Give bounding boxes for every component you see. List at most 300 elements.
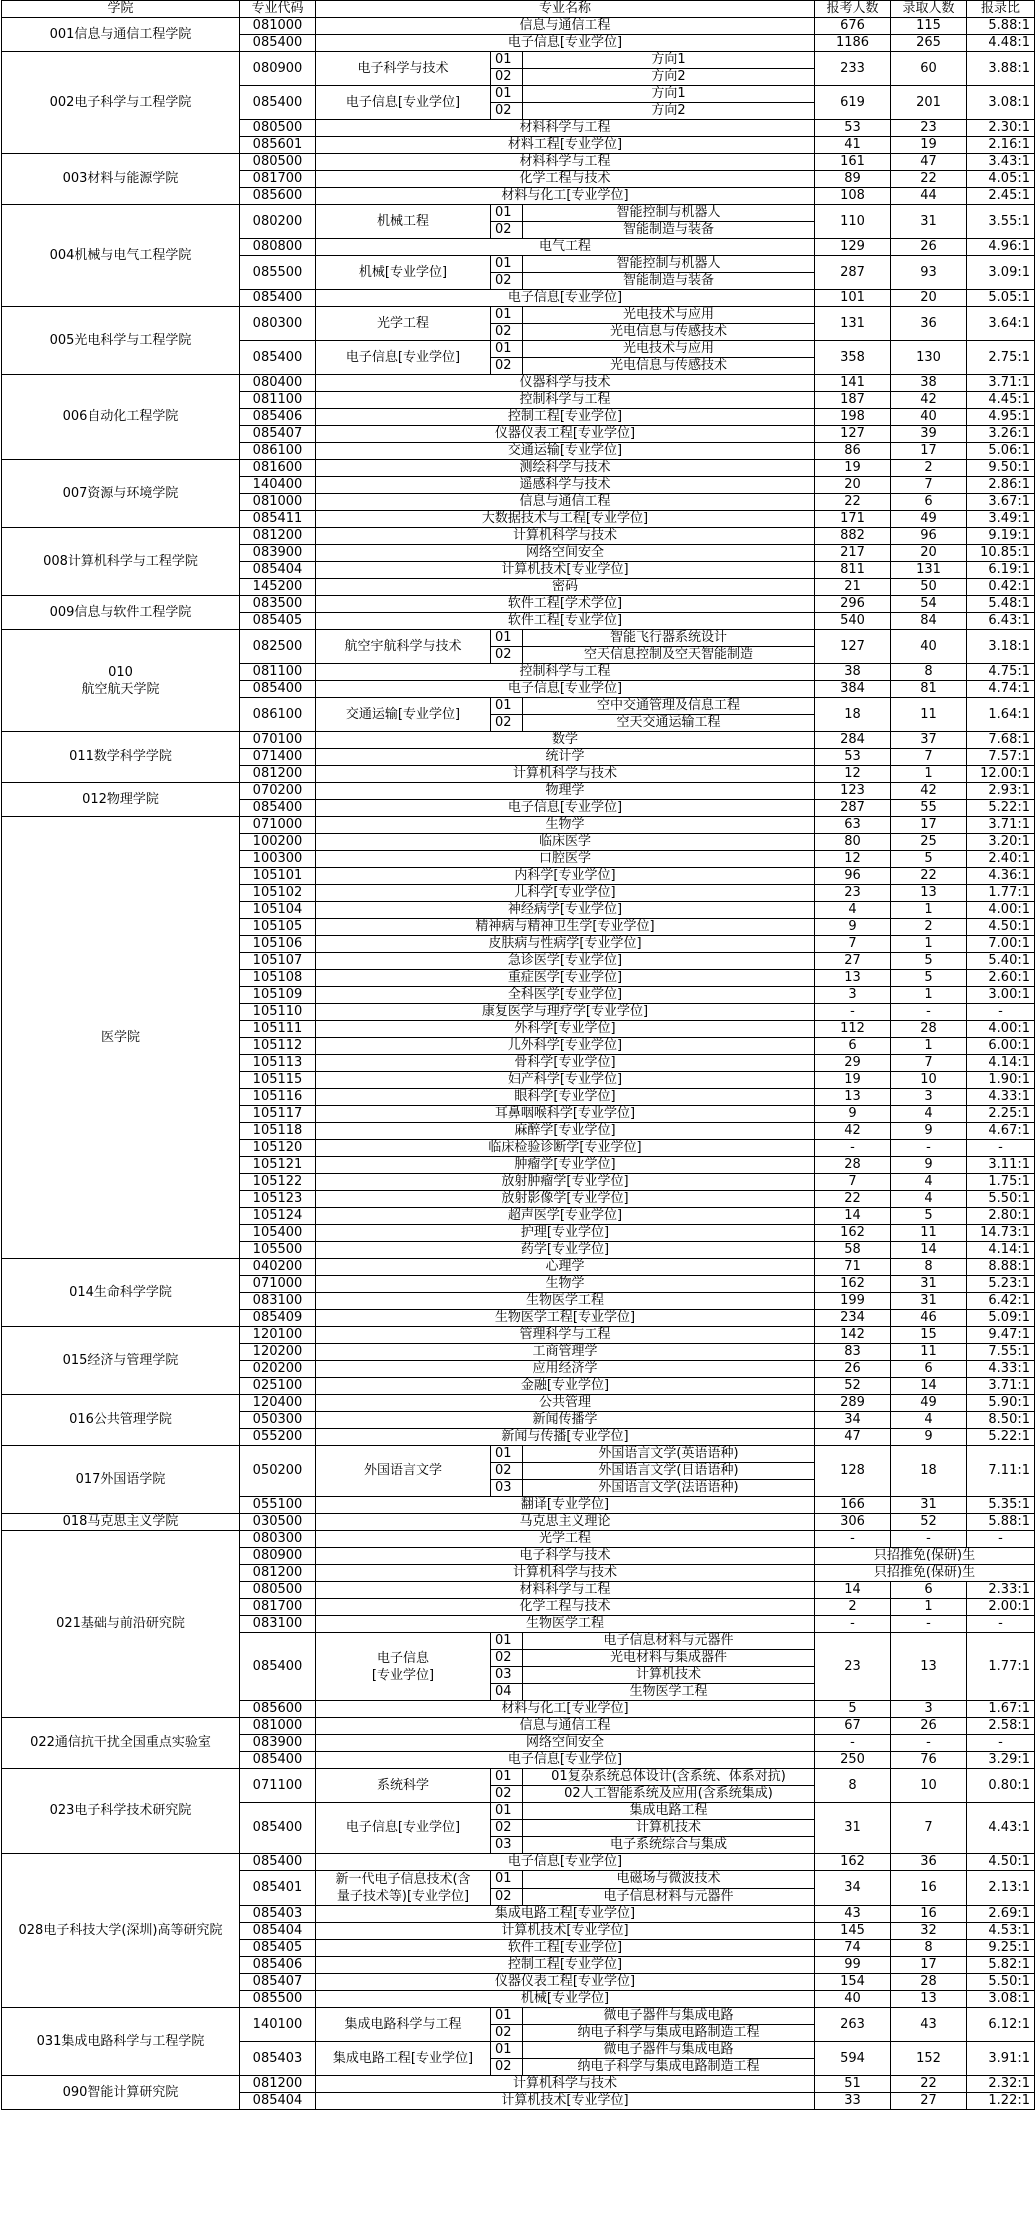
table-cell: 急诊医学[专业学位] xyxy=(316,953,815,970)
table-cell: 003材料与能源学院 xyxy=(2,154,240,205)
table-cell: 162 xyxy=(815,1225,891,1242)
table-cell: 14.73:1 xyxy=(967,1225,1035,1242)
table-cell: 5.35:1 xyxy=(967,1497,1035,1514)
table-cell: 8 xyxy=(891,1259,967,1276)
table-cell: 3.00:1 xyxy=(967,987,1035,1004)
table-cell: 只招推免(保研)生 xyxy=(815,1565,1035,1582)
table-cell: 9 xyxy=(891,1123,967,1140)
table-cell: 儿科学[专业学位] xyxy=(316,885,815,902)
table-cell: 217 xyxy=(815,545,891,562)
table-cell: 53 xyxy=(815,120,891,137)
table-cell: 42 xyxy=(891,392,967,409)
table-cell: 2.93:1 xyxy=(967,783,1035,800)
table-cell: 药学[专业学位] xyxy=(316,1242,815,1259)
table-cell: 081700 xyxy=(240,1599,316,1616)
table-cell: 微电子器件与集成电路 xyxy=(523,2042,815,2059)
table-cell: 3 xyxy=(815,987,891,1004)
table-cell: 43 xyxy=(815,1906,891,1923)
table-row xyxy=(2,1854,1035,1871)
table-cell: 34 xyxy=(815,1412,891,1429)
table-cell: 信息与通信工程 xyxy=(316,18,815,35)
table-cell: 化学工程与技术 xyxy=(316,171,815,188)
table-cell: 4.14:1 xyxy=(967,1242,1035,1259)
table-cell: 017外国语学院 xyxy=(2,1446,240,1514)
table-cell: 4.14:1 xyxy=(967,1055,1035,1072)
table-cell: 5 xyxy=(891,970,967,987)
table-cell: 199 xyxy=(815,1293,891,1310)
table-cell: 3 xyxy=(891,1701,967,1718)
table-cell: 03 xyxy=(491,1837,523,1854)
table-cell: 63 xyxy=(815,817,891,834)
table-cell: 计算机科学与技术 xyxy=(316,2076,815,2093)
table-cell: 081200 xyxy=(240,2076,316,2093)
table-cell: 29 xyxy=(815,1055,891,1072)
table-cell: 8 xyxy=(891,1940,967,1957)
table-cell: 050200 xyxy=(240,1446,316,1497)
table-cell: 2 xyxy=(891,460,967,477)
table-cell: 129 xyxy=(815,239,891,256)
table-cell: 应用经济学 xyxy=(316,1361,815,1378)
table-cell: 6.42:1 xyxy=(967,1293,1035,1310)
table-cell: 80 xyxy=(815,834,891,851)
table-cell: 6 xyxy=(891,1582,967,1599)
table-cell: 54 xyxy=(891,596,967,613)
table-cell: 080500 xyxy=(240,154,316,171)
table-cell: 妇产科学[专业学位] xyxy=(316,1072,815,1089)
table-row xyxy=(2,596,1035,613)
table-cell: 080300 xyxy=(240,1531,316,1548)
table-cell: 纳电子科学与集成电路制造工程 xyxy=(523,2025,815,2042)
table-cell: 108 xyxy=(815,188,891,205)
header-code: 专业代码 xyxy=(240,1,316,18)
table-cell: 58 xyxy=(815,1242,891,1259)
table-cell: 31 xyxy=(891,1276,967,1293)
table-cell: 10.85:1 xyxy=(967,545,1035,562)
table-cell: 智能飞行器系统设计 xyxy=(523,630,815,647)
table-cell: 2.13:1 xyxy=(967,1871,1035,1906)
table-cell: 4.74:1 xyxy=(967,681,1035,698)
table-cell: 网络空间安全 xyxy=(316,545,815,562)
table-cell: 071100 xyxy=(240,1769,316,1803)
table-cell: 9.25:1 xyxy=(967,1940,1035,1957)
table-cell: 电子信息材料与元器件 xyxy=(523,1633,815,1650)
table-cell: 105121 xyxy=(240,1157,316,1174)
table-cell: 5.23:1 xyxy=(967,1276,1035,1293)
table-cell: 085406 xyxy=(240,409,316,426)
table-cell: 3.91:1 xyxy=(967,2042,1035,2076)
table-cell: 仪器仪表工程[专业学位] xyxy=(316,1974,815,1991)
table-cell: 全科医学[专业学位] xyxy=(316,987,815,1004)
table-cell: 17 xyxy=(891,817,967,834)
table-row xyxy=(2,205,1035,222)
table-cell: 信息与通信工程 xyxy=(316,494,815,511)
table-cell: 9 xyxy=(891,1429,967,1446)
table-cell: 49 xyxy=(891,1395,967,1412)
table-cell: 5.90:1 xyxy=(967,1395,1035,1412)
table-cell: 6 xyxy=(891,1361,967,1378)
table-cell: 162 xyxy=(815,1276,891,1293)
table-cell: 152 xyxy=(891,2042,967,2076)
table-cell: 物理学 xyxy=(316,783,815,800)
table-cell: 16 xyxy=(891,1906,967,1923)
table-cell: 2.40:1 xyxy=(967,851,1035,868)
table-cell: 材料科学与工程 xyxy=(316,120,815,137)
table-cell: 055100 xyxy=(240,1497,316,1514)
table-cell: 4.43:1 xyxy=(967,1803,1035,1854)
table-cell: 材料科学与工程 xyxy=(316,154,815,171)
table-cell: 201 xyxy=(891,86,967,120)
table-cell: 3.08:1 xyxy=(967,1991,1035,2008)
table-cell: 13 xyxy=(815,1089,891,1106)
table-cell: 105123 xyxy=(240,1191,316,1208)
table-cell: 空天交通运输工程 xyxy=(523,715,815,732)
table-cell: 028电子科技大学(深圳)高等研究院 xyxy=(2,1854,240,2008)
table-cell: 4 xyxy=(891,1191,967,1208)
table-cell: 软件工程[学术学位] xyxy=(316,596,815,613)
table-cell: 080300 xyxy=(240,307,316,341)
table-cell: 6.43:1 xyxy=(967,613,1035,630)
table-cell: 49 xyxy=(891,511,967,528)
table-cell: - xyxy=(891,1616,967,1633)
table-cell: 电子信息 [专业学位] xyxy=(316,1633,491,1701)
table-cell: 电子信息[专业学位] xyxy=(316,681,815,698)
table-cell: 4.75:1 xyxy=(967,664,1035,681)
table-cell: 284 xyxy=(815,732,891,749)
table-cell: 080900 xyxy=(240,1548,316,1565)
table-cell: 101 xyxy=(815,290,891,307)
table-cell: 3.49:1 xyxy=(967,511,1035,528)
table-cell: 080500 xyxy=(240,120,316,137)
header-row xyxy=(2,1,1035,18)
table-cell: 105101 xyxy=(240,868,316,885)
table-cell: 智能控制与机器人 xyxy=(523,256,815,273)
table-cell: 12 xyxy=(815,766,891,783)
table-cell: 电子信息[专业学位] xyxy=(316,1854,815,1871)
table-cell: - xyxy=(967,1531,1035,1548)
table-cell: 105118 xyxy=(240,1123,316,1140)
table-cell: 微电子器件与集成电路 xyxy=(523,2008,815,2025)
table-cell: 081200 xyxy=(240,766,316,783)
table-cell: 012物理学院 xyxy=(2,783,240,817)
table-cell: 071000 xyxy=(240,817,316,834)
table-cell: 140100 xyxy=(240,2008,316,2042)
table-cell: 4 xyxy=(815,902,891,919)
table-cell: 287 xyxy=(815,256,891,290)
table-cell: 1 xyxy=(891,1599,967,1616)
table-cell: 1.67:1 xyxy=(967,1701,1035,1718)
table-cell: 心理学 xyxy=(316,1259,815,1276)
table-cell: 085403 xyxy=(240,1906,316,1923)
table-cell: 01 xyxy=(491,1633,523,1650)
table-cell: 28 xyxy=(891,1021,967,1038)
table-cell: 085400 xyxy=(240,1633,316,1701)
table-cell: 01 xyxy=(491,2008,523,2025)
table-cell: 22 xyxy=(815,1191,891,1208)
table-cell: 105108 xyxy=(240,970,316,987)
table-cell: 085411 xyxy=(240,511,316,528)
table-cell: 光电技术与应用 xyxy=(523,341,815,358)
table-cell: 34 xyxy=(815,1871,891,1906)
table-cell: 护理[专业学位] xyxy=(316,1225,815,1242)
table-row xyxy=(2,528,1035,545)
table-cell: 130 xyxy=(891,341,967,375)
table-cell: 4.00:1 xyxy=(967,1021,1035,1038)
table-cell: 4.95:1 xyxy=(967,409,1035,426)
table-cell: 74 xyxy=(815,1940,891,1957)
table-cell: 265 xyxy=(891,35,967,52)
table-cell: 5 xyxy=(815,1701,891,1718)
table-cell: 材料科学与工程 xyxy=(316,1582,815,1599)
table-cell: 96 xyxy=(891,528,967,545)
table-cell: 02 xyxy=(491,1786,523,1803)
table-cell: 只招推免(保研)生 xyxy=(815,1548,1035,1565)
table-cell: 085404 xyxy=(240,2093,316,2110)
table-cell: - xyxy=(967,1616,1035,1633)
table-cell: 4.00:1 xyxy=(967,902,1035,919)
table-cell: 289 xyxy=(815,1395,891,1412)
table-cell: 23 xyxy=(815,885,891,902)
table-cell: 162 xyxy=(815,1854,891,1871)
table-cell: 071400 xyxy=(240,749,316,766)
table-cell: 信息与通信工程 xyxy=(316,1718,815,1735)
table-cell: 2 xyxy=(815,1599,891,1616)
table-cell: 14 xyxy=(815,1208,891,1225)
table-cell: 27 xyxy=(891,2093,967,2110)
table-cell: 3.71:1 xyxy=(967,817,1035,834)
table-row xyxy=(2,817,1035,834)
table-cell: 145 xyxy=(815,1923,891,1940)
table-cell: 4.53:1 xyxy=(967,1923,1035,1940)
table-cell: 171 xyxy=(815,511,891,528)
table-cell: 081000 xyxy=(240,18,316,35)
table-cell: 9.47:1 xyxy=(967,1327,1035,1344)
table-cell: 5.88:1 xyxy=(967,18,1035,35)
header-ratio: 报录比 xyxy=(967,1,1035,18)
table-cell: 31 xyxy=(891,205,967,239)
table-cell: 1 xyxy=(891,766,967,783)
table-cell: 2.30:1 xyxy=(967,120,1035,137)
table-cell: 9 xyxy=(891,1157,967,1174)
table-cell: 619 xyxy=(815,86,891,120)
table-cell: - xyxy=(891,1140,967,1157)
table-cell: 集成电路工程[专业学位] xyxy=(316,1906,815,1923)
table-cell: 6.19:1 xyxy=(967,562,1035,579)
table-cell: 机械[专业学位] xyxy=(316,256,491,290)
table-cell: 集成电路科学与工程 xyxy=(316,2008,491,2042)
table-cell: 01复杂系统总体设计(含系统、体系对抗) xyxy=(523,1769,815,1786)
table-cell: 03 xyxy=(491,1480,523,1497)
table-cell: 11 xyxy=(891,1344,967,1361)
table-cell: 生物医学工程 xyxy=(523,1684,815,1701)
table-cell: 031集成电路科学与工程学院 xyxy=(2,2008,240,2076)
table-cell: 081700 xyxy=(240,171,316,188)
table-cell: 086100 xyxy=(240,698,316,732)
table-cell: 594 xyxy=(815,2042,891,2076)
table-cell: 085407 xyxy=(240,1974,316,1991)
table-cell: 083900 xyxy=(240,545,316,562)
table-cell: 重症医学[专业学位] xyxy=(316,970,815,987)
table-cell: 控制工程[专业学位] xyxy=(316,1957,815,1974)
table-cell: 19 xyxy=(815,1072,891,1089)
table-cell: 6.12:1 xyxy=(967,2008,1035,2042)
table-cell: 01 xyxy=(491,630,523,647)
table-cell: 250 xyxy=(815,1752,891,1769)
table-row xyxy=(2,52,1035,69)
table-cell: 105112 xyxy=(240,1038,316,1055)
table-cell: 2.69:1 xyxy=(967,1906,1035,1923)
table-cell: 081200 xyxy=(240,528,316,545)
table-cell: 金融[专业学位] xyxy=(316,1378,815,1395)
table-cell: 01 xyxy=(491,341,523,358)
table-cell: 53 xyxy=(815,749,891,766)
table-cell: 11 xyxy=(891,698,967,732)
table-cell: 7 xyxy=(891,477,967,494)
table-cell: 43 xyxy=(891,2008,967,2042)
table-cell: 计算机科学与技术 xyxy=(316,528,815,545)
table-cell: 放射影像学[专业学位] xyxy=(316,1191,815,1208)
table-cell: 52 xyxy=(891,1514,967,1531)
table-cell: 01 xyxy=(491,256,523,273)
table-cell: 161 xyxy=(815,154,891,171)
table-cell: 3.26:1 xyxy=(967,426,1035,443)
table-cell: 23 xyxy=(815,1633,891,1701)
table-cell: 系统科学 xyxy=(316,1769,491,1803)
table-cell: 儿外科学[专业学位] xyxy=(316,1038,815,1055)
table-cell: 7 xyxy=(891,1055,967,1072)
table-cell: 022通信抗干扰全国重点实验室 xyxy=(2,1718,240,1769)
table-cell: 187 xyxy=(815,392,891,409)
table-cell: 智能制造与装备 xyxy=(523,222,815,239)
table-cell: 7.11:1 xyxy=(967,1446,1035,1497)
table-cell: 112 xyxy=(815,1021,891,1038)
table-cell: 100200 xyxy=(240,834,316,851)
table-cell: 2.00:1 xyxy=(967,1599,1035,1616)
table-cell: 51 xyxy=(815,2076,891,2093)
table-cell: 23 xyxy=(891,120,967,137)
table-cell: 方向1 xyxy=(523,52,815,69)
table-cell: 5 xyxy=(891,851,967,868)
table-cell: 38 xyxy=(815,664,891,681)
table-row xyxy=(2,2076,1035,2093)
table-cell: 遥感科学与技术 xyxy=(316,477,815,494)
table-cell: 电子信息[专业学位] xyxy=(316,35,815,52)
table-cell: 04 xyxy=(491,1684,523,1701)
table-cell: 02 xyxy=(491,358,523,375)
table-cell: 085400 xyxy=(240,800,316,817)
table-cell: 083500 xyxy=(240,596,316,613)
table-cell: 生物医学工程[专业学位] xyxy=(316,1310,815,1327)
table-cell: 13 xyxy=(891,885,967,902)
table-cell: 105110 xyxy=(240,1004,316,1021)
table-cell: 46 xyxy=(891,1310,967,1327)
table-cell: 骨科学[专业学位] xyxy=(316,1055,815,1072)
table-cell: 4.33:1 xyxy=(967,1361,1035,1378)
table-cell: 127 xyxy=(815,426,891,443)
table-cell: 机械[专业学位] xyxy=(316,1991,815,2008)
table-cell: 030500 xyxy=(240,1514,316,1531)
table-cell: 02 xyxy=(491,715,523,732)
table-cell: 临床医学 xyxy=(316,834,815,851)
table-cell: 02 xyxy=(491,2059,523,2076)
table-cell: 31 xyxy=(891,1497,967,1514)
table-cell: 翻译[专业学位] xyxy=(316,1497,815,1514)
table-cell: 02 xyxy=(491,647,523,664)
table-cell: - xyxy=(815,1140,891,1157)
table-cell: 071000 xyxy=(240,1276,316,1293)
table-cell: 2.25:1 xyxy=(967,1106,1035,1123)
table-cell: 马克思主义理论 xyxy=(316,1514,815,1531)
table-cell: 方向2 xyxy=(523,69,815,86)
table-cell: 01 xyxy=(491,1769,523,1786)
table-cell: 控制科学与工程 xyxy=(316,664,815,681)
table-cell: 105117 xyxy=(240,1106,316,1123)
table-cell: 070200 xyxy=(240,783,316,800)
table-cell: 085405 xyxy=(240,613,316,630)
table-cell: 105400 xyxy=(240,1225,316,1242)
table-cell: 4.05:1 xyxy=(967,171,1035,188)
table-cell: 医学院 xyxy=(2,817,240,1259)
table-cell: 内科学[专业学位] xyxy=(316,868,815,885)
table-cell: 10 xyxy=(891,1072,967,1089)
table-cell: 集成电路工程[专业学位] xyxy=(316,2042,491,2076)
table-cell: 计算机技术 xyxy=(523,1820,815,1837)
table-cell: 31 xyxy=(891,1293,967,1310)
table-cell: 9.19:1 xyxy=(967,528,1035,545)
table-cell: 01 xyxy=(491,52,523,69)
table-cell: 8.50:1 xyxy=(967,1412,1035,1429)
table-cell: 105124 xyxy=(240,1208,316,1225)
table-cell: 115 xyxy=(891,18,967,35)
table-cell: - xyxy=(891,1735,967,1752)
table-cell: 大数据技术与工程[专业学位] xyxy=(316,511,815,528)
table-cell: 26 xyxy=(891,1718,967,1735)
table-cell: 超声医学[专业学位] xyxy=(316,1208,815,1225)
table-cell: 085400 xyxy=(240,35,316,52)
table-cell: 085406 xyxy=(240,1957,316,1974)
table-cell: 99 xyxy=(815,1957,891,1974)
table-cell: 52 xyxy=(815,1378,891,1395)
table-cell: 105106 xyxy=(240,936,316,953)
table-row xyxy=(2,2008,1035,2025)
table-cell: 8 xyxy=(815,1769,891,1803)
table-cell: 02 xyxy=(491,1650,523,1667)
table-cell: 7.55:1 xyxy=(967,1344,1035,1361)
table-cell: 口腔医学 xyxy=(316,851,815,868)
table-cell: - xyxy=(967,1140,1035,1157)
table-cell: 7 xyxy=(815,936,891,953)
table-cell: - xyxy=(815,1616,891,1633)
table-cell: 01 xyxy=(491,1446,523,1463)
table-cell: 296 xyxy=(815,596,891,613)
table-cell: 耳鼻咽喉科学[专业学位] xyxy=(316,1106,815,1123)
table-cell: 01 xyxy=(491,1803,523,1820)
table-cell: 5.05:1 xyxy=(967,290,1035,307)
table-cell: 085400 xyxy=(240,1803,316,1854)
table-cell: 电子信息[专业学位] xyxy=(316,1803,491,1854)
table-cell: 生物医学工程 xyxy=(316,1616,815,1633)
table-cell: 26 xyxy=(891,239,967,256)
table-cell: - xyxy=(815,1531,891,1548)
table-cell: 42 xyxy=(891,783,967,800)
table-cell: 39 xyxy=(891,426,967,443)
table-cell: 电子系统综合与集成 xyxy=(523,1837,815,1854)
table-cell: 空中交通管理及信息工程 xyxy=(523,698,815,715)
header-admitted: 录取人数 xyxy=(891,1,967,18)
table-cell: 02 xyxy=(491,69,523,86)
table-cell: 3.88:1 xyxy=(967,52,1035,86)
table-cell: 1.90:1 xyxy=(967,1072,1035,1089)
table-cell: 4 xyxy=(891,1174,967,1191)
